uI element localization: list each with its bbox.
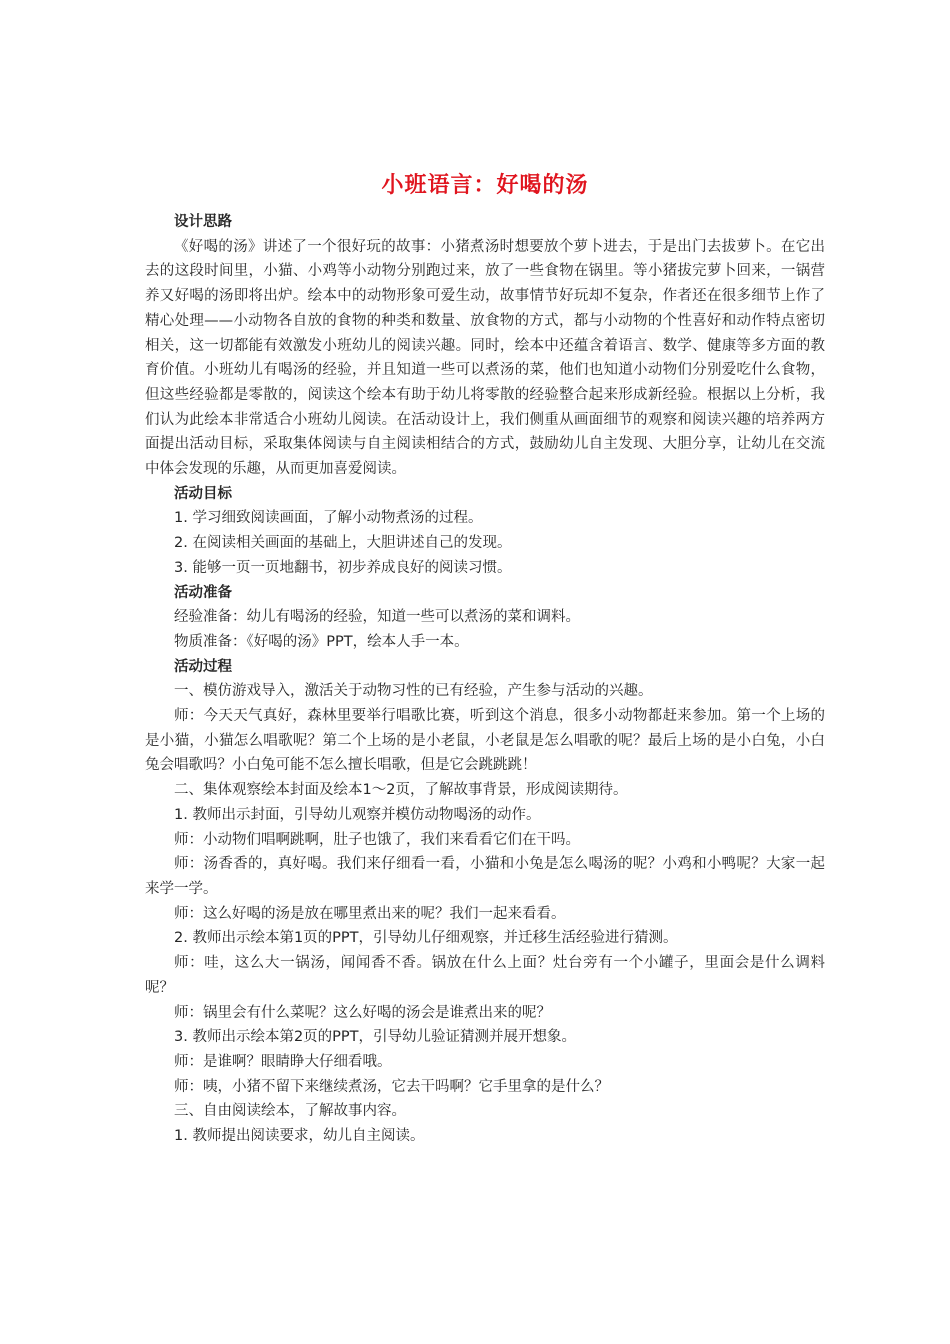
section-heading-prep: 活动准备	[174, 584, 232, 601]
process-item-2: 师：今天天气真好，森林里要举行唱歌比赛，听到这个消息，很多小动物都赶来参加。第一个上场的是小猫，小猫怎么唱歌呢？第二个上场的是小老鼠，小老鼠是怎么唱歌的呢？最后上场的是小白兔，小白兔会唱歌吗？小白兔可能不怎么擅长唱歌，但是它会跳跳跳！	[145, 708, 825, 774]
section-heading-goals: 活动目标	[174, 485, 232, 502]
process-item-4: 1. 教师出示封面，引导幼儿观察并模仿动物喝汤的动作。	[174, 806, 541, 823]
prep-item-2: 物质准备：《好喝的汤》PPT，绘本人手一本。	[174, 633, 469, 650]
process-item-8: 2. 教师出示绘本第1页的PPT，引导幼儿仔细观察，并迁移生活经验进行猜测。	[174, 930, 678, 947]
process-item-15: 1. 教师提出阅读要求，幼儿自主阅读。	[174, 1128, 425, 1145]
process-item-13: 师：咦，小猪不留下来继续煮汤，它去干吗啊？它手里拿的是什么？	[174, 1078, 609, 1095]
document-title: 小班语言：好喝的汤	[381, 173, 589, 198]
section-heading-design: 设计思路	[174, 214, 232, 230]
process-item-10: 师：锅里会有什么菜呢？这么好喝的汤会是谁煮出来的呢？	[174, 1004, 551, 1021]
process-item-12: 师：是谁啊？眼睛睁大仔细看哦。	[174, 1053, 392, 1070]
process-item-9: 师：哇，这么大一锅汤，闻闻香不香。锅放在什么上面？灶台旁有一个小罐子，里面会是什么调料呢？	[145, 955, 825, 996]
section-heading-process: 活动过程	[174, 658, 232, 675]
process-item-6: 师：汤香香的，真好喝。我们来仔细看一看，小猫和小兔是怎么喝汤的呢？小鸡和小鸭呢？大家一起来学一学。	[145, 856, 825, 897]
process-item-14: 三、自由阅读绘本，了解故事内容。	[174, 1103, 406, 1120]
design-paragraph: 《好喝的汤》讲述了一个很好玩的故事：小猪煮汤时想要放个萝卜进去，于是出门去拔萝卜。在它出去的这段时间里，小猫、小鸡等小动物分别跑过来，放了一些食物在锅里。等小猪拔完萝卜回来，一锅营养又好喝的汤即将出炉。绘本中的动物形象可爱生动，故事情节好玩却不复杂，作者还在很多细节上作了精心处理——小动物各自放的食物的种类和数量、放食物的方式，都与小动物的个性喜好和动作特点密切相关，这一切都能有效激发小班幼儿的阅读兴趣。同时，绘本中还蕴含着语言、数学、健康等多方面的教育价值。小班幼儿有喝汤的经验，并且知道一些可以煮汤的菜，他们也知道小动物们分别爱吃什么食物，但这些经验都是零散的，阅读这个绘本有助于幼儿将零散的经验整合起来形成新经验。根据以上分析，我们认为此绘本非常适合小班幼儿阅读。在活动设计上，我们侧重从画面细节的观察和阅读兴趣的培养两方面提出活动目标，采取集体阅读与自主阅读相结合的方式，鼓励幼儿自主发现、大胆分享，让幼儿在交流中体会发现的乐趣，从而更加喜爱阅读。	[145, 238, 825, 478]
goal-item-3: 3. 能够一页一页地翻书，初步养成良好的阅读习惯。	[174, 559, 512, 576]
process-item-7: 师：这么好喝的汤是放在哪里煮出来的呢？我们一起来看看。	[174, 905, 566, 922]
process-item-11: 3. 教师出示绘本第2页的PPT，引导幼儿验证猜测并展开想象。	[174, 1029, 577, 1046]
process-item-5: 师：小动物们唱啊跳啊，肚子也饿了，我们来看看它们在干吗。	[174, 831, 580, 848]
process-item-1: 一、模仿游戏导入，激活关于动物习性的已有经验，产生参与活动的兴趣。	[174, 683, 653, 700]
document-page	[145, 168, 825, 1149]
process-item-3: 二、集体观察绘本封面及绘本1～2页，了解故事背景，形成阅读期待。	[174, 782, 628, 799]
goal-item-2: 2. 在阅读相关画面的基础上，大胆讲述自己的发现。	[174, 535, 512, 552]
prep-item-1: 经验准备：幼儿有喝汤的经验，知道一些可以煮汤的菜和调料。	[174, 609, 580, 626]
goal-item-1: 1. 学习细致阅读画面，了解小动物煮汤的过程。	[174, 510, 483, 527]
